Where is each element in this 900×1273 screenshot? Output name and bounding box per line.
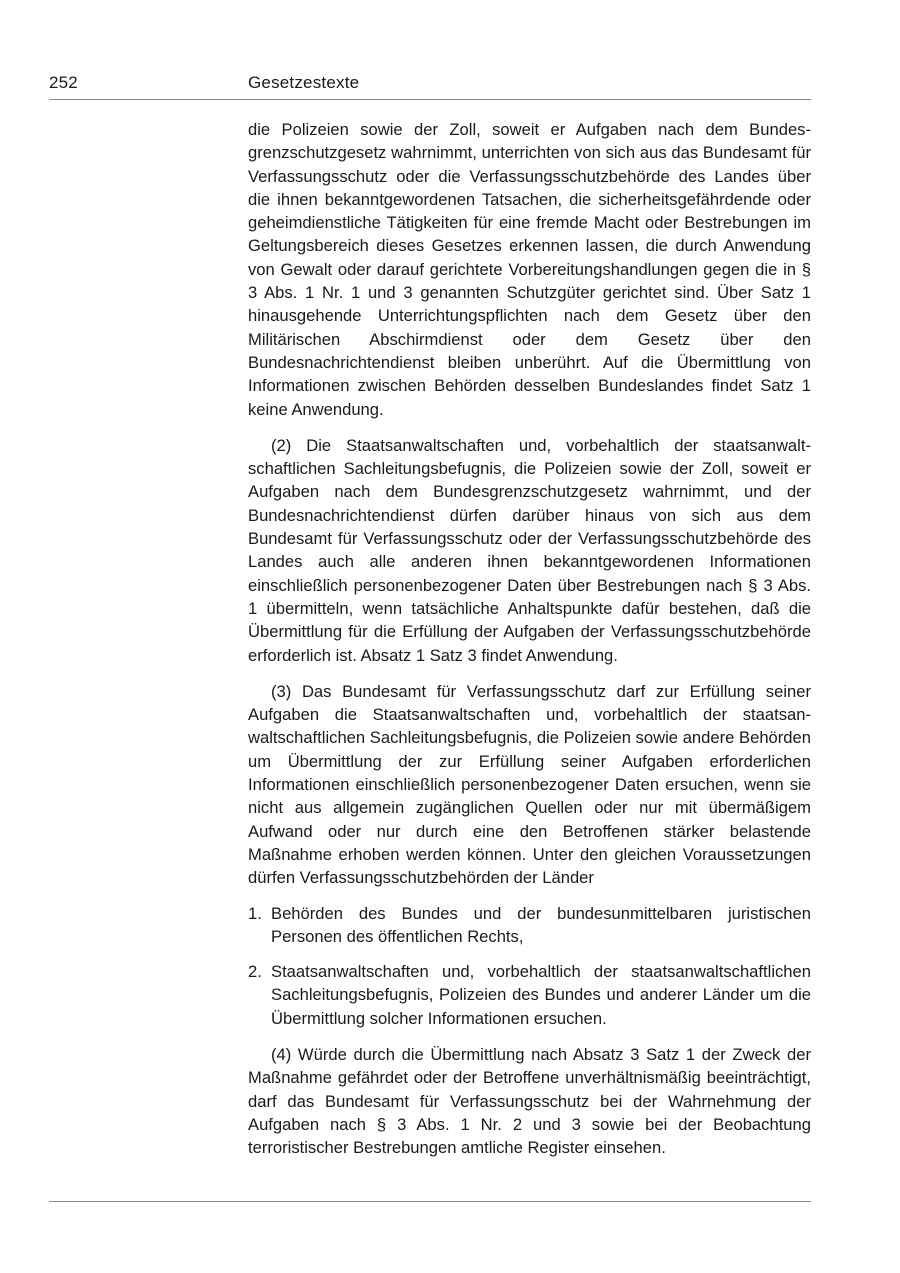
header-rule <box>49 99 811 100</box>
numbered-list <box>248 902 811 1030</box>
paragraph-3: (3) Das Bundesamt für Verfassungsschutz darf zur Erfüllung seiner Aufgaben die Staatsanwaltschaften und, vorbehaltlich der staatsanwaltschaftlichen Sachleitungsbefugnis, die Polizeien sowie andere Behörden um Übermittlung der zur Erfüllung seiner Aufgaben erforderlichen Informationen einschließlich personenbezogener Daten ersuchen, wenn sie nicht aus allgemein zugänglichen Quellen oder nur mit übermäßigem Aufwand oder nur durch eine den Betroffenen stärker belastende Maßnahme erhoben werden können. Unter den gleichen Voraussetzungen dürfen Verfassungsschutzbehörden der Länder <box>248 681 811 888</box>
paragraph-4: (4) Würde durch die Übermittlung nach Absatz 3 Satz 1 der Zweck der Maßnahme gefährdet oder der Betroffene unverhältnismäßig beeinträchtigt, darf das Bundesamt für Verfassungsschutz bei der Wahrnehmung der Aufgaben nach § 3 Abs. 1 Nr. 2 und 3 sowie bei der Beobachtung terroristischer Bestrebungen amtliche Register einsehen. <box>248 1044 811 1158</box>
page-header <box>49 70 811 100</box>
running-title: Gesetzestexte <box>248 73 360 92</box>
body-text <box>248 118 811 1159</box>
continuation-paragraph: die Polizeien sowie der Zoll, soweit er Aufgaben nach dem Bundesgrenzschutzgesetz wahrnimmt, unterrichten von sich aus das Bundesamt für Verfassungsschutz oder die Verfassungsschutzbehörde des Landes über die ihnen bekanntgewordenen Tatsachen, die sicherheitsgefährdende oder geheimdienstliche Tätigkeiten für eine fremde Macht oder Bestrebungen im Geltungsbereich dieses Gesetzes erkennen lassen, die durch Anwendung von Gewalt oder darauf gerichtete Vorbereitungshandlungen gegen die in § 3 Abs. 1 Nr. 1 und 3 genannten Schutzgüter gerichtet sind. Über Satz 1 hinausgehende Unterrichtungspflichten nach dem Gesetz über den Militärischen Abschirmdienst oder dem Gesetz über den Bundesnachrichtendienst bleiben unberührt. Auf die Übermittlung von Informationen zwischen Behörden desselben Bundeslandes findet Satz 1 keine Anwendung. <box>248 120 811 419</box>
list-item <box>248 960 811 1030</box>
list-item-number: 1. <box>248 903 262 923</box>
page-number: 252 <box>49 73 78 92</box>
list-item-number: 2. <box>248 962 262 982</box>
list-item-text: Staatsanwaltschaften und, vorbehaltlich der staatsanwaltschaftlichen Sachleitungsbefugnis, Polizeien des Bundes und anderer Länder um die Übermittlung solcher Informationen ersuchen. <box>271 962 811 1028</box>
paragraph-2: (2) Die Staatsanwaltschaften und, vorbehaltlich der staatsanwaltschaftlichen Sachleitungsbefugnis, die Polizeien sowie der Zoll, soweit er Aufgaben nach dem Bundesgrenzschutzgesetz wahrnimmt, und der Bundesnachrichtendienst dürfen darüber hinaus von sich aus dem Bundesamt für Verfassungsschutz oder der Verfassungsschutzbehörde des Landes auch alle anderen ihnen bekanntgewordenen Informationen einschließlich personenbezogener Daten über Bestrebungen nach § 3 Abs. 1 übermitteln, wenn tatsächliche Anhaltspunkte dafür bestehen, daß die Übermittlung für die Erfüllung der Aufgaben der Verfassungsschutzbehörde erforderlich ist. Absatz 1 Satz 3 findet Anwendung. <box>248 435 811 665</box>
footer-rule <box>49 1201 811 1202</box>
list-item-text: Behörden des Bundes und der bundesunmittelbaren juristischen Personen des öffentlichen Rechts, <box>271 903 811 946</box>
list-item <box>248 902 811 949</box>
